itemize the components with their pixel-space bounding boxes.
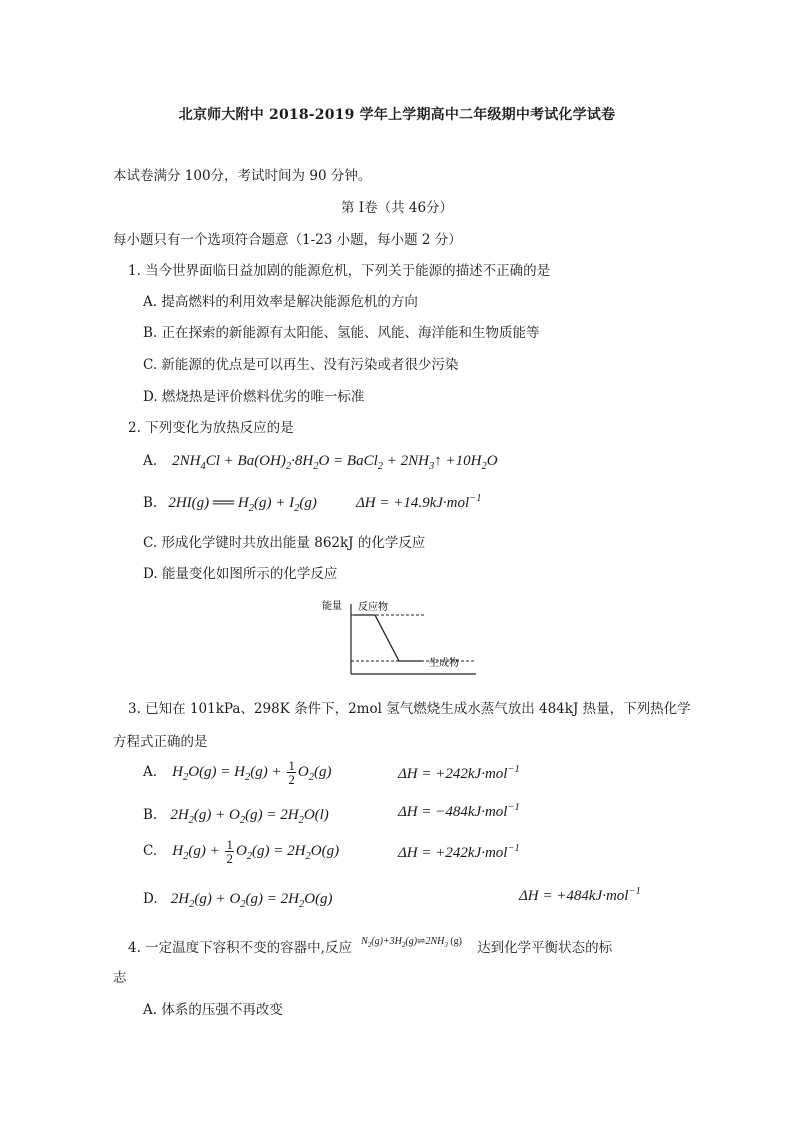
- exam-intro: 本试卷满分 100分，考试时间为 90 分钟。: [113, 168, 372, 184]
- reactant-label: 反应物: [358, 602, 388, 613]
- energy-diagram: [318, 594, 478, 678]
- q3-stem-line1: 3. 已知在 101kPa、298K 条件下，2mol 氢气燃烧生成水蒸气放出 484kJ 热量，下列热化学: [128, 701, 691, 717]
- product-label: 生成物: [429, 658, 459, 669]
- q3-option-d: D. $2H_2(g) + O_2(g) = 2H_2O(g)$ ΔH = +484kJ·mol$^{-1}$: [143, 886, 641, 910]
- section-heading: 第 I卷（共 46分）: [340, 200, 454, 216]
- q4-stem: 4. 一定温度下容积不变的容器中,反应 $^{N_2(g)+3H_2(g)\rightleftharpoons 2NH_3 (g)}$ 达到化学平衡状态的标: [128, 936, 613, 956]
- q4-option-a: A. 体系的压强不再改变: [143, 1002, 283, 1018]
- q3-option-c: C. $H_2(g)$ + $\frac{1}{2}$ $O_2(g) = 2H_2O(g)$ ΔH = +242kJ·mol$^{-1}$: [143, 837, 520, 866]
- q4-stem-line2: 志: [113, 970, 127, 986]
- q1-option-c: C. 新能源的优点是可以再生、没有污染或者很少污染: [143, 357, 459, 373]
- q2-option-c: C. 形成化学键时共放出能量 862kJ 的化学反应: [143, 535, 426, 551]
- q2-option-b: B. 2HI(g) ══ $H_2(g) + I_2(g) \Delta H = +14.9kJ\cdot mol^{-1}$: [143, 493, 482, 514]
- energy-curve: [354, 615, 422, 661]
- page-title: 北京师大附中 2018-2019 学年上学期高中二年级期中考试化学试卷: [178, 107, 616, 123]
- q1-option-a: A. 提高燃料的利用效率是解决能源危机的方向: [143, 294, 418, 310]
- q3-option-b: B. $2H_2(g) + O_2(g) = 2H_2O(l)$ ΔH = −484kJ·mol$^{-1}$: [143, 802, 520, 826]
- q2-stem: 2. 下列变化为放热反应的是: [128, 420, 294, 436]
- q3-option-a: A. $H_2O(g) = H_2(g)$ + $\frac{1}{2}$ $O_2(g)$ ΔH = +242kJ·mol$^{-1}$: [143, 758, 520, 787]
- instruction: 每小题只有一个选项符合题意（1-23 小题，每小题 2 分）: [113, 232, 462, 248]
- q1-stem: 1. 当今世界面临日益加剧的能源危机，下列关于能源的描述不正确的是: [128, 263, 551, 279]
- q2-option-a: A. $2NH_4Cl + Ba(OH)_2\cdot 8H_2O$ = BaCl$_2$ + $2NH_3↑ +10H_2O$: [143, 453, 498, 472]
- q1-option-b: B. 正在探索的新能源有太阳能、氢能、风能、海洋能和生物质能等: [143, 325, 540, 341]
- q2-option-d: D. 能量变化如图所示的化学反应: [143, 566, 338, 582]
- q3-stem-line2: 方程式正确的是: [113, 734, 208, 750]
- q1-option-d: D. 燃烧热是评价燃料优劣的唯一标准: [143, 389, 365, 405]
- energy-axis-label: 能量: [322, 601, 342, 612]
